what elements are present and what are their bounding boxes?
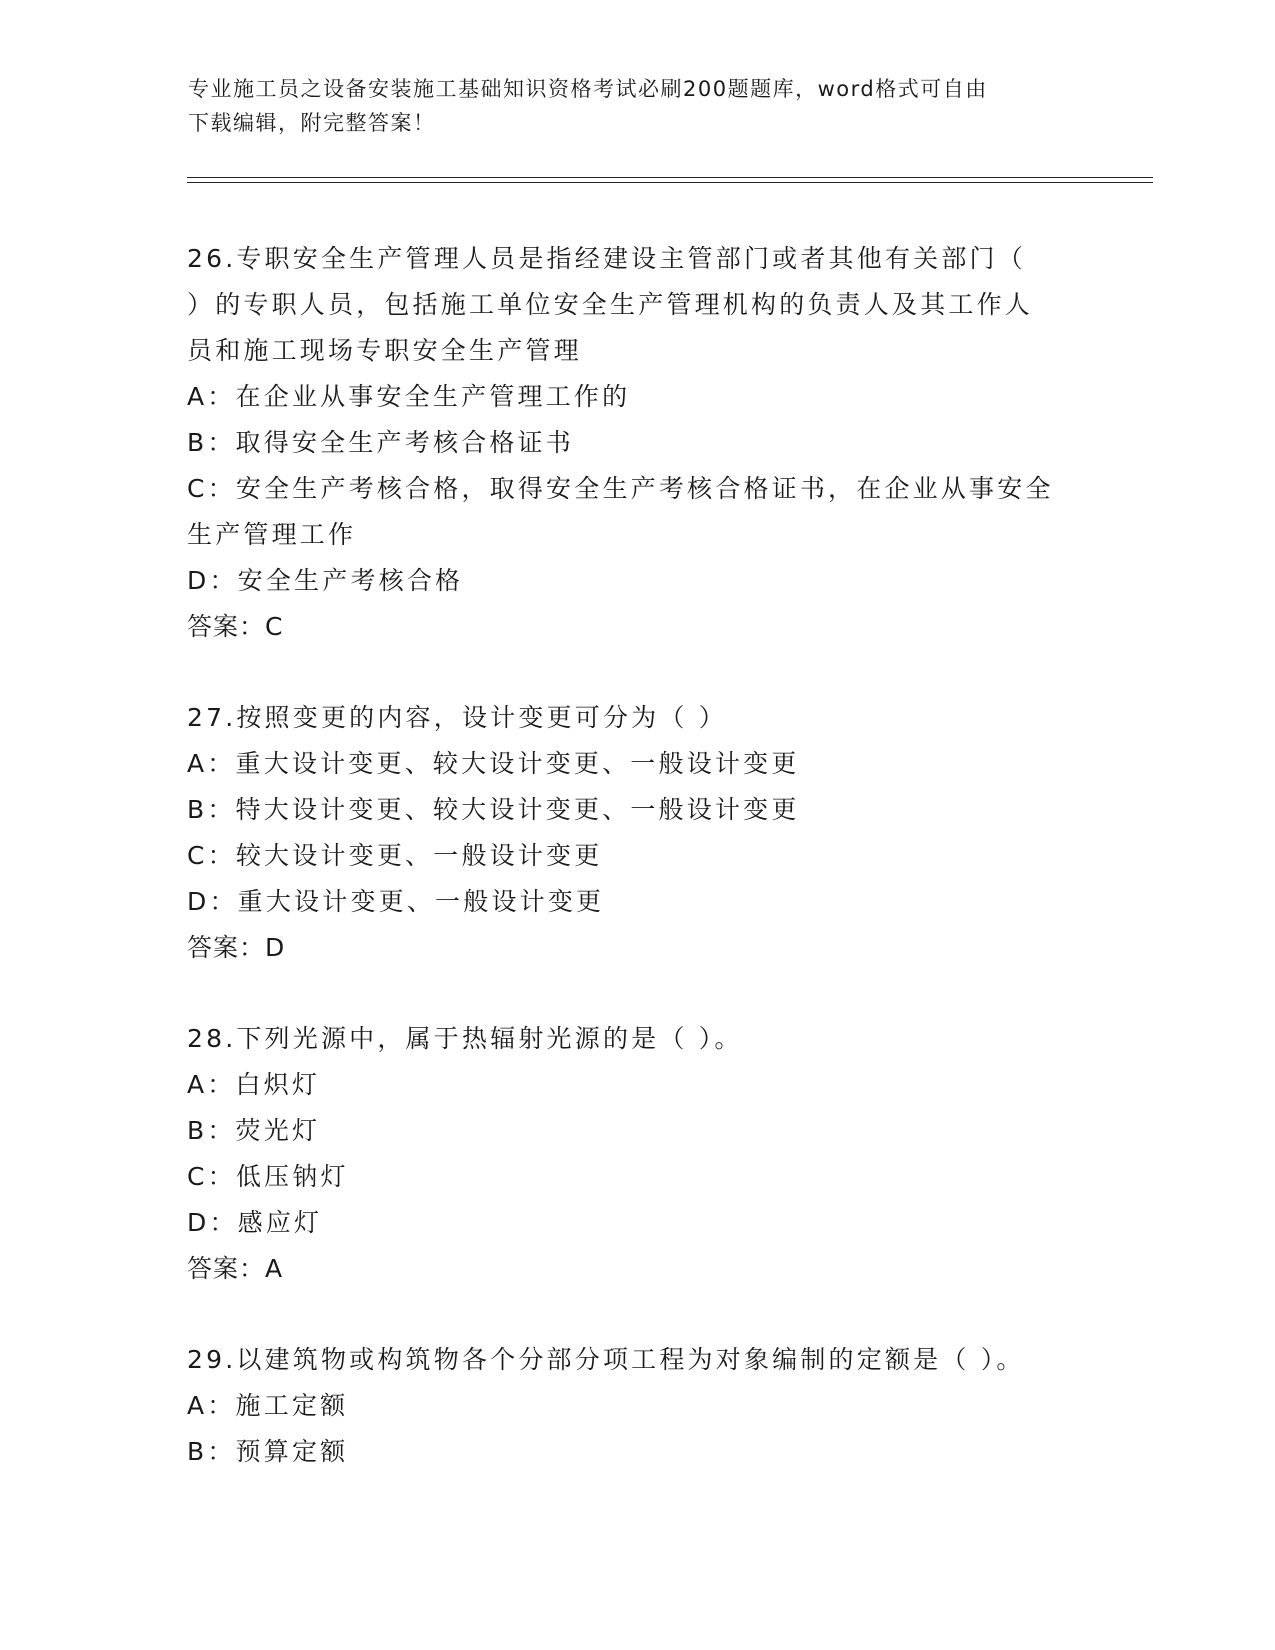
question-27: [187, 695, 1087, 971]
header-divider-bottom: [187, 182, 1153, 183]
question-text-line: 27.按照变更的内容，设计变更可分为（ ）: [187, 703, 727, 732]
option-b: B：预算定额: [187, 1437, 349, 1466]
option-c: C：较大设计变更、一般设计变更: [187, 841, 603, 870]
option-d: D：安全生产考核合格: [187, 566, 464, 595]
option-a: A：在企业从事安全生产管理工作的: [187, 382, 631, 411]
option-c-continued: 生产管理工作: [187, 520, 357, 549]
option-b: B：特大设计变更、较大设计变更、一般设计变更: [187, 795, 800, 824]
option-c: C：低压钠灯: [187, 1162, 349, 1191]
question-text-line: 26.专职安全生产管理人员是指经建设主管部门或者其他有关部门（: [187, 244, 1026, 273]
answer: 答案：A: [187, 1254, 284, 1283]
option-b: B：取得安全生产考核合格证书: [187, 428, 574, 457]
question-text-line: 29.以建筑物或构筑物各个分部分项工程为对象编制的定额是（ ）。: [187, 1345, 1025, 1374]
question-text-line: 28.下列光源中，属于热辐射光源的是（ ）。: [187, 1024, 743, 1053]
option-a: A：重大设计变更、较大设计变更、一般设计变更: [187, 749, 800, 778]
option-d: D：感应灯: [187, 1208, 323, 1237]
question-26: [187, 236, 1087, 650]
option-a: A：白炽灯: [187, 1070, 321, 1099]
question-text-line: 员和施工现场专职安全生产管理: [187, 336, 582, 365]
header-line-2: 下载编辑，附完整答案！: [188, 111, 436, 135]
question-list: [187, 236, 1087, 1520]
option-a: A：施工定额: [187, 1391, 349, 1420]
header-divider-top: [187, 177, 1153, 178]
document-header: [188, 72, 1068, 140]
option-c: C：安全生产考核合格，取得安全生产考核合格证书，在企业从事安全: [187, 474, 1054, 503]
option-b: B：荧光灯: [187, 1116, 321, 1145]
answer: 答案：C: [187, 612, 284, 641]
answer: 答案：D: [187, 933, 286, 962]
header-line-1: 专业施工员之设备安装施工基础知识资格考试必刷200题题库，word格式可自由: [188, 77, 988, 101]
question-28: [187, 1016, 1087, 1292]
question-text-line: ）的专职人员，包括施工单位安全生产管理机构的负责人及其工作人: [187, 290, 1034, 319]
question-29: [187, 1337, 1087, 1475]
option-d: D：重大设计变更、一般设计变更: [187, 887, 605, 916]
